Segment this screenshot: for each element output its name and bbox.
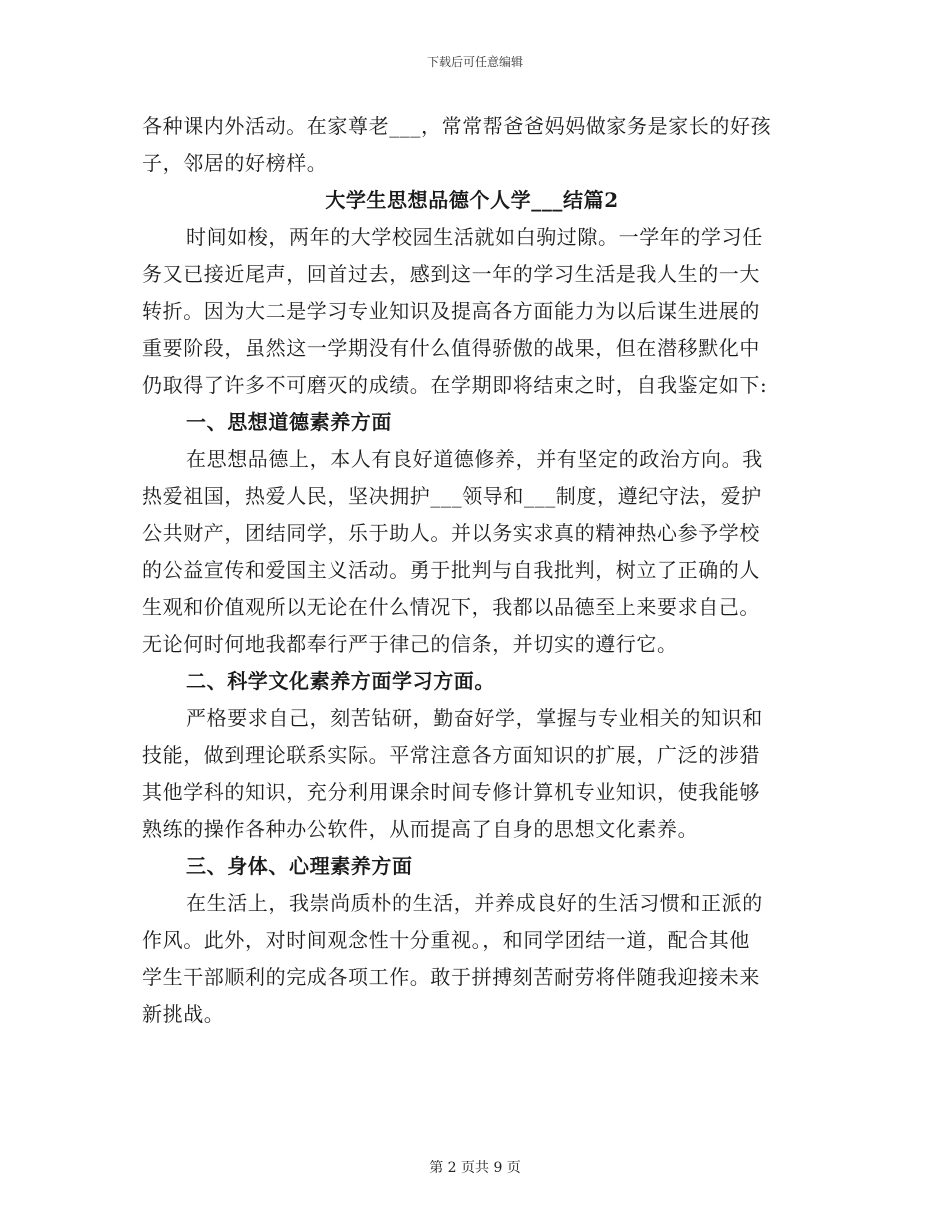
- text-line: 作风。此外，对时间观念性十分重视。，和同学团结一道，配合其他: [142, 928, 750, 952]
- paragraph-start-line: 在思想品德上，本人有良好道德修养，并有坚定的政治方向。我: [186, 447, 763, 471]
- text-line: 公共财产，团结同学，乐于助人。并以务实求真的精神热心参予学校: [142, 521, 760, 545]
- text-line: 其他学科的知识，充分利用课余时间专修计算机专业知识，使我能够: [142, 780, 760, 804]
- text-line: 技能，做到理论联系实际。平常注意各方面知识的扩展，广泛的涉猎: [142, 743, 760, 767]
- text-line: 仍取得了许多不可磨灭的成绩。在学期即将结束之时，自我鉴定如下:: [142, 373, 768, 397]
- text-line: 务又已接近尾声，回首过去，感到这一年的学习生活是我人生的一大: [142, 262, 760, 286]
- paragraph-start-line: 在生活上，我崇尚质朴的生活，并养成良好的生活习惯和正派的: [186, 891, 763, 915]
- text-line: 转折。因为大二是学习专业知识及提高各方面能力为以后谋生进展的: [142, 299, 760, 323]
- paragraph-start-line: 严格要求自己，刻苦钻研，勤奋好学，掌握与专业相关的知识和: [186, 706, 763, 730]
- text-line: 无论何时何地我都奉行严于律己的信条，并切实的遵行它。: [142, 632, 678, 656]
- subsection-heading: 二、科学文化素养方面学习方面。: [186, 669, 495, 693]
- text-line: 各种课内外活动。在家尊老___，常常帮爸爸妈妈做家务是家长的好孩: [142, 114, 772, 138]
- text-line: 学生干部顺利的完成各项工作。敢于拼搏刻苦耐劳将伴随我迎接未来: [142, 965, 760, 989]
- section-title: 大学生思想品德个人学___结篇2: [325, 188, 619, 212]
- document-body: [142, 108, 802, 1033]
- text-line: 的公益宣传和爱国主义活动。勇于批判与自我批判，树立了正确的人: [142, 558, 760, 582]
- text-line: 热爱祖国，热爱人民，坚决拥护___领导和___制度，遵纪守法，爱护: [142, 484, 762, 508]
- subsection-heading: 一、思想道德素养方面: [186, 410, 392, 434]
- paragraph-start-line: 时间如梭，两年的大学校园生活就如白驹过隙。一学年的学习任: [186, 225, 763, 249]
- page-number: 第 2 页共 9 页: [429, 1160, 521, 1176]
- text-line: 熟练的操作各种办公软件，从而提高了自身的思想文化素养。: [142, 817, 699, 841]
- text-line: 重要阶段，虽然这一学期没有什么值得骄傲的战果，但在潜移默化中: [142, 336, 760, 360]
- page-header: 下载后可任意编辑: [426, 55, 523, 69]
- subsection-heading: 三、身体、心理素养方面: [186, 854, 413, 878]
- text-line: 新挑战。: [142, 1002, 225, 1026]
- text-line: 生观和价值观所以无论在什么情况下，我都以品德至上来要求自己。: [142, 595, 760, 619]
- text-line: 子，邻居的好榜样。: [142, 151, 328, 175]
